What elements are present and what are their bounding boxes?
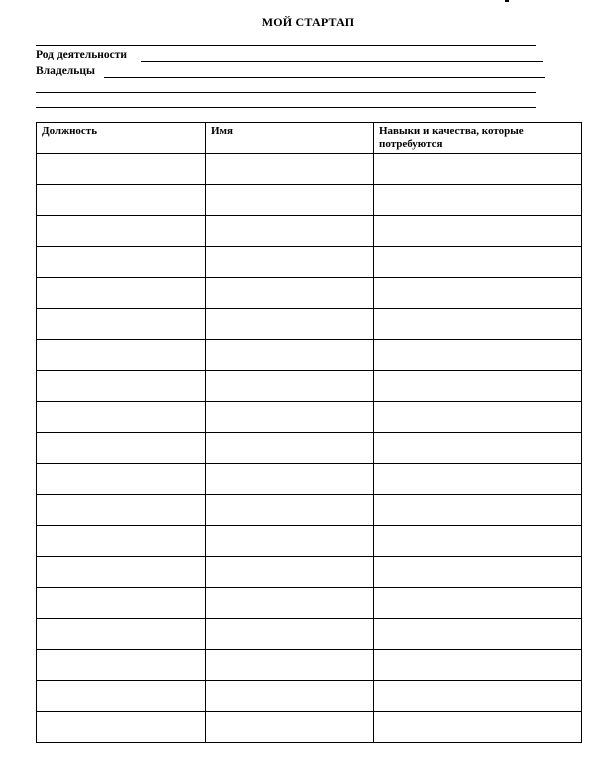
cell-skills[interactable] (374, 619, 582, 650)
table-header-row (37, 123, 582, 154)
cell-position[interactable] (37, 154, 206, 185)
cell-name[interactable] (206, 247, 374, 278)
table-row (37, 402, 582, 433)
cell-skills[interactable] (374, 557, 582, 588)
cell-name[interactable] (206, 619, 374, 650)
cell-position[interactable] (37, 278, 206, 309)
cell-name[interactable] (206, 588, 374, 619)
cell-name[interactable] (206, 340, 374, 371)
cell-name[interactable] (206, 185, 374, 216)
table-row (37, 526, 582, 557)
header-position: Должность (37, 123, 206, 154)
cell-position[interactable] (37, 526, 206, 557)
table-row (37, 557, 582, 588)
cell-skills[interactable] (374, 526, 582, 557)
cell-skills[interactable] (374, 495, 582, 526)
header-name: Имя (206, 123, 374, 154)
cell-position[interactable] (37, 464, 206, 495)
table-row (37, 650, 582, 681)
table-row (37, 309, 582, 340)
cell-position[interactable] (37, 185, 206, 216)
cell-name[interactable] (206, 154, 374, 185)
cell-skills[interactable] (374, 340, 582, 371)
table-row (37, 433, 582, 464)
activity-label: Род деятельности (36, 49, 128, 61)
cell-name[interactable] (206, 278, 374, 309)
cell-skills[interactable] (374, 185, 582, 216)
cell-position[interactable] (37, 340, 206, 371)
table-row (37, 340, 582, 371)
table-row (37, 619, 582, 650)
cell-skills[interactable] (374, 650, 582, 681)
cell-skills[interactable] (374, 464, 582, 495)
cell-position[interactable] (37, 588, 206, 619)
cell-name[interactable] (206, 495, 374, 526)
cell-position[interactable] (37, 402, 206, 433)
blank-line-1[interactable] (36, 92, 536, 93)
table-row (37, 154, 582, 185)
header-skills: Навыки и качества, которые потребуются (374, 123, 582, 154)
roles-table (36, 122, 582, 743)
table-row (37, 371, 582, 402)
cell-name[interactable] (206, 712, 374, 743)
table-row (37, 464, 582, 495)
cell-position[interactable] (37, 681, 206, 712)
cell-skills[interactable] (374, 216, 582, 247)
cell-name[interactable] (206, 309, 374, 340)
table-row (37, 681, 582, 712)
cell-name[interactable] (206, 402, 374, 433)
cell-skills[interactable] (374, 402, 582, 433)
page-corner-mark (505, 0, 509, 2)
table-row (37, 278, 582, 309)
table-body (37, 154, 582, 743)
table-row (37, 495, 582, 526)
table-row (37, 247, 582, 278)
document-title: МОЙ СТАРТАП (261, 15, 355, 29)
cell-name[interactable] (206, 681, 374, 712)
cell-name[interactable] (206, 216, 374, 247)
cell-position[interactable] (37, 557, 206, 588)
cell-skills[interactable] (374, 278, 582, 309)
cell-skills[interactable] (374, 309, 582, 340)
cell-position[interactable] (37, 433, 206, 464)
cell-name[interactable] (206, 433, 374, 464)
cell-position[interactable] (37, 495, 206, 526)
cell-position[interactable] (37, 216, 206, 247)
cell-position[interactable] (37, 371, 206, 402)
cell-name[interactable] (206, 371, 374, 402)
cell-position[interactable] (37, 650, 206, 681)
blank-line-2[interactable] (36, 107, 536, 108)
cell-name[interactable] (206, 464, 374, 495)
cell-name[interactable] (206, 650, 374, 681)
cell-skills[interactable] (374, 154, 582, 185)
cell-name[interactable] (206, 526, 374, 557)
owners-label: Владельцы (36, 65, 95, 77)
cell-skills[interactable] (374, 247, 582, 278)
cell-name[interactable] (206, 557, 374, 588)
cell-position[interactable] (37, 247, 206, 278)
owners-input-line[interactable] (104, 77, 545, 78)
activity-input-line[interactable] (141, 61, 543, 62)
cell-skills[interactable] (374, 712, 582, 743)
table-row (37, 185, 582, 216)
blank-line-top (36, 45, 536, 46)
cell-position[interactable] (37, 619, 206, 650)
table-row (37, 588, 582, 619)
cell-position[interactable] (37, 309, 206, 340)
table-row (37, 712, 582, 743)
cell-skills[interactable] (374, 681, 582, 712)
cell-position[interactable] (37, 712, 206, 743)
cell-skills[interactable] (374, 588, 582, 619)
table-row (37, 216, 582, 247)
cell-skills[interactable] (374, 433, 582, 464)
cell-skills[interactable] (374, 371, 582, 402)
